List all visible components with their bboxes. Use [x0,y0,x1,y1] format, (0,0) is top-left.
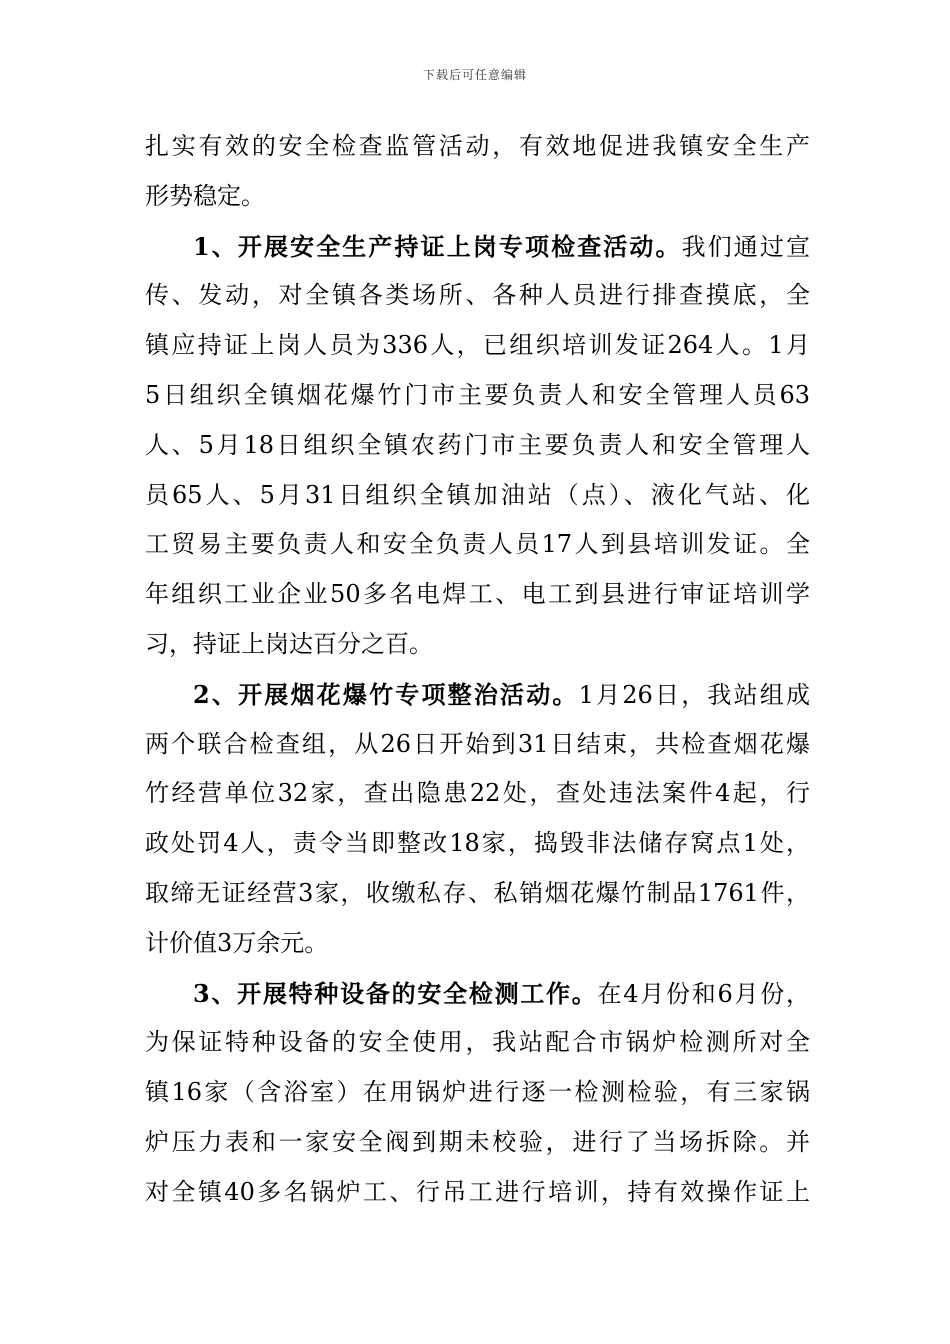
paragraph-intro [145,122,810,222]
paragraph-text: 1月26日，我站组成 [578,680,810,709]
text-line: 炉压力表和一家安全阀到期未校验，进行了当场拆除。并 [145,1127,810,1156]
text-line: 竹经营单位32家，查出隐患22处，查处违法案件4起，行 [145,779,810,808]
paragraph-item-1 [145,222,810,670]
text-line: 镇应持证上岗人员为336人，已组织培训发证264人。1月 [145,331,810,360]
text-line: 5日组织全镇烟花爆竹门市主要负责人和安全管理人员63 [145,380,810,409]
text-line: 镇16家（含浴室）在用锅炉进行逐一检测检验，有三家锅 [145,1078,810,1107]
paragraph-text: 在4月份和6月份， [597,979,811,1008]
text-line [145,969,810,1019]
text-line: 为保证特种设备的安全使用，我站配合市锅炉检测所对全 [145,1028,810,1057]
paragraph-item-3 [145,969,810,1218]
text-line: 两个联合检查组，从26日开始到31日结束，共检查烟花爆 [145,729,810,758]
text-line [145,670,810,720]
text-line: 计价值3万余元。 [145,928,329,957]
paragraph-item-2 [145,670,810,969]
text-line: 人、5月18日组织全镇农药门市主要负责人和安全管理人 [145,430,810,459]
text-line: 工贸易主要负责人和安全负责人员17人到县培训发证。全 [145,530,810,559]
paragraph-heading: 2、开展烟花爆竹专项整治活动。 [193,679,579,709]
document-body [145,122,810,1218]
text-line: 对全镇40多名锅炉工、行吊工进行培训，持有效操作证上 [145,1177,810,1206]
paragraph-heading: 1、开展安全生产持证上岗专项检查活动。 [193,231,682,261]
text-line: 扎实有效的安全检查监管活动，有效地促进我镇安全生产 [145,132,810,160]
text-line: 取缔无证经营3家，收缴私存、私销烟花爆竹制品1761件， [145,878,810,907]
text-line: 政处罚4人，责令当即整改18家，捣毁非法储存窝点1处， [145,829,810,858]
text-line [145,222,810,272]
text-line: 传、发动，对全镇各类场所、各种人员进行排查摸底，全 [145,281,810,310]
text-line: 习，持证上岗达百分之百。 [145,629,433,658]
text-line: 形势稳定。 [145,181,265,210]
paragraph-text: 我们通过宣 [681,232,811,261]
text-line: 员65人、5月31日组织全镇加油站（点）、液化气站、化 [145,480,810,509]
paragraph-heading: 3、开展特种设备的安全检测工作。 [193,978,598,1008]
text-line: 年组织工业企业50多名电焊工、电工到县进行审证培训学 [145,580,810,609]
page-header-note: 下载后可任意编辑 [422,68,527,82]
